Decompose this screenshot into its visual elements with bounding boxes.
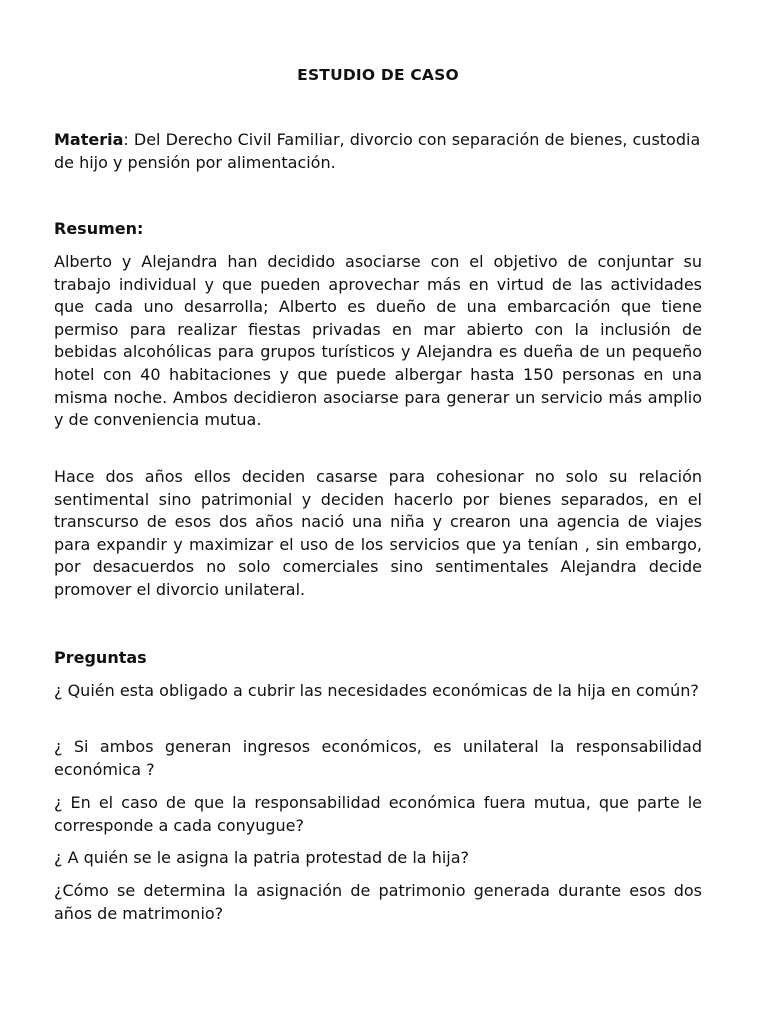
resumen-paragraph-2: Hace dos años ellos deciden casarse para cohesionar no solo su relación sentimental sino patrimonial y deciden hacerlo por bienes separados, en el transcurso de esos dos años nació una niña y crearon una agencia de viajes para expandir y maximizar el uso de los servicios que ya tenían , sin embargo, por desacuerdos no solo comerciales sino sentimentales Alejandra decide promover el divorcio unilateral.: [54, 467, 702, 599]
preguntas-heading: Preguntas: [54, 648, 147, 667]
resumen-paragraph-1: Alberto y Alejandra han decidido asociarse con el objetivo de conjuntar su trabajo individual y que pueden aprovechar más en virtud de las actividades que cada uno desarrolla; Alberto es dueño de una embarcación que tiene permiso para realizar fiestas privadas en mar abierto con la inclusión de bebidas alcohólicas para grupos turísticos y Alejandra es dueña de un pequeño hotel con 40 habitaciones y que puede albergar hasta 150 personas en una misma noche. Ambos decidieron asociarse para generar un servicio más amplio y de conveniencia mutua.: [54, 252, 702, 430]
resumen-heading: Resumen:: [54, 219, 144, 238]
pregunta-item-1: ¿ Quién esta obligado a cubrir las necesidades económicas de la hija en común?: [54, 681, 699, 700]
pregunta-item-4: ¿ A quién se le asigna la patria protestad de la hija?: [54, 848, 470, 867]
pregunta-item-2: ¿ Si ambos generan ingresos económicos, es unilateral la responsabilidad económica ?: [54, 737, 702, 779]
pregunta-item-5: ¿Cómo se determina la asignación de patrimonio generada durante esos dos años de matrimonio?: [54, 881, 702, 923]
pregunta-item-3: ¿ En el caso de que la responsabilidad económica fuera mutua, que parte le corresponde a cada conyugue?: [54, 793, 702, 835]
materia-label: Materia: [54, 130, 124, 149]
document-title: ESTUDIO DE CASO: [297, 66, 459, 84]
materia-text: : Del Derecho Civil Familiar, divorcio con separación de bienes, custodia de hijo y pensión por alimentación.: [54, 130, 701, 172]
materia-paragraph: [54, 129, 702, 174]
